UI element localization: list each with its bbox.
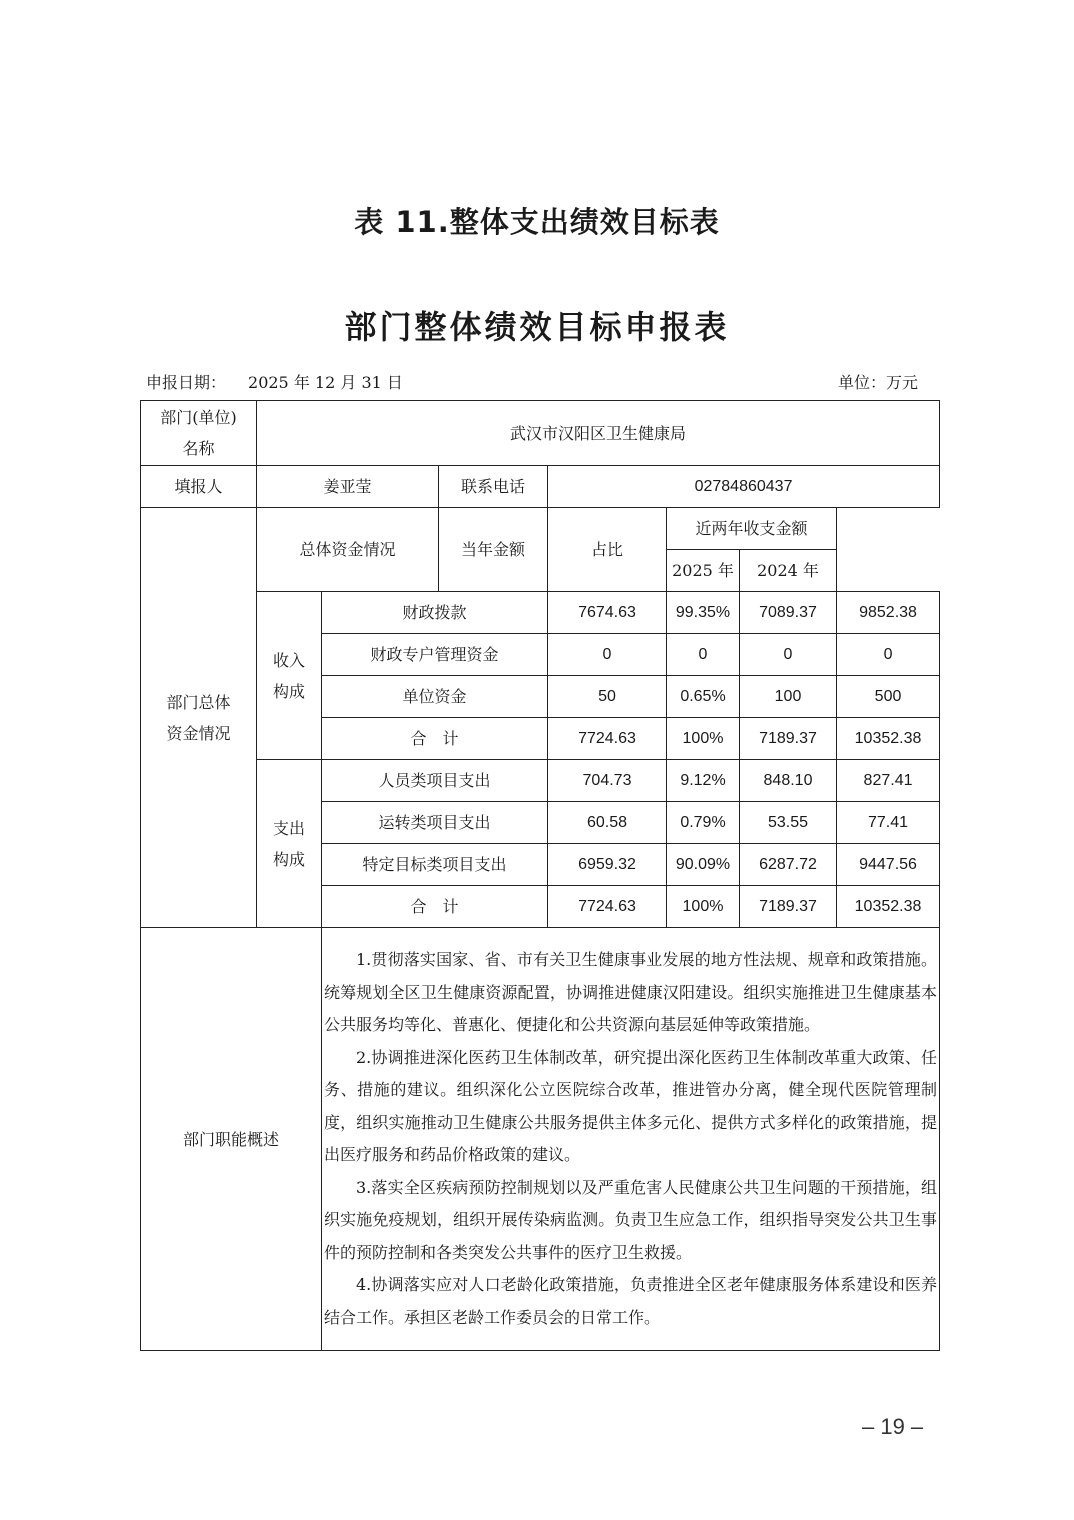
row-amount: 60.58 <box>548 802 667 844</box>
row-amount: 7724.63 <box>548 718 667 760</box>
dept-name-value: 武汉市汉阳区卫生健康局 <box>257 401 940 466</box>
row-2025: 7089.37 <box>740 592 837 634</box>
report-date-label: 申报日期： <box>146 373 227 392</box>
row-ratio: 100% <box>667 886 740 928</box>
header-ratio: 占比 <box>548 508 667 592</box>
header-recent-two-years: 近两年收支金额 <box>667 508 837 550</box>
row-amount: 0 <box>548 634 667 676</box>
report-date <box>146 370 403 393</box>
row-name: 运转类项目支出 <box>322 802 548 844</box>
report-date-value: 2025 年 12 月 31 日 <box>248 373 403 392</box>
row-2025: 7189.37 <box>740 886 837 928</box>
row-ratio: 90.09% <box>667 844 740 886</box>
row-amount: 6959.32 <box>548 844 667 886</box>
function-item: 2.协调推进深化医药卫生体制改革，研究提出深化医药卫生体制改革重大政策、任务、措施的建议。组织深化公立医院综合改革，推进管办分离，健全现代医院管理制度，组织实施推动卫生健康公共服务提供主体多元化、提供方式多样化的政策措施，提出医疗服务和药品价格政策的建议。 <box>324 1047 938 1164</box>
funds-section-label: 部门总体资金情况 <box>141 508 257 928</box>
row-2024: 827.41 <box>837 760 940 802</box>
row-2025: 100 <box>740 676 837 718</box>
filler-label: 填报人 <box>141 466 257 508</box>
header-overall: 总体资金情况 <box>257 508 439 592</box>
dept-name-row <box>141 401 940 466</box>
functions-label: 部门职能概述 <box>141 928 322 1351</box>
income-label: 收入构成 <box>257 592 322 760</box>
row-2024: 500 <box>837 676 940 718</box>
row-name: 财政专户管理资金 <box>322 634 548 676</box>
row-name: 合 计 <box>322 718 548 760</box>
row-name: 合 计 <box>322 886 548 928</box>
row-amount: 50 <box>548 676 667 718</box>
row-ratio: 99.35% <box>667 592 740 634</box>
expense-label: 支出构成 <box>257 760 322 928</box>
phone-value: 02784860437 <box>548 466 940 508</box>
row-2024: 10352.38 <box>837 718 940 760</box>
row-2024: 0 <box>837 634 940 676</box>
header-year-2024: 2024 年 <box>740 550 837 592</box>
dept-name-label: 部门(单位)名称 <box>141 401 257 466</box>
row-2025: 6287.72 <box>740 844 837 886</box>
document-heading: 表 11.整体支出绩效目标表 <box>354 205 720 239</box>
unit-label: 单位：万元 <box>837 373 918 392</box>
row-amount: 7724.63 <box>548 886 667 928</box>
row-2024: 77.41 <box>837 802 940 844</box>
function-item: 4.协调落实应对人口老龄化政策措施，负责推进全区老年健康服务体系建设和医养结合工作。承担区老龄工作委员会的日常工作。 <box>324 1275 938 1327</box>
row-ratio: 0.79% <box>667 802 740 844</box>
function-item: 1.贯彻落实国家、省、市有关卫生健康事业发展的地方性法规、规章和政策措施。统筹规划全区卫生健康资源配置，协调推进健康汉阳建设。组织实施推进卫生健康基本公共服务均等化、普惠化、便捷化和公共资源向基层延伸等政策措施。 <box>324 950 938 1034</box>
row-amount: 704.73 <box>548 760 667 802</box>
row-ratio: 9.12% <box>667 760 740 802</box>
functions-row <box>141 928 940 1351</box>
row-ratio: 0.65% <box>667 676 740 718</box>
page-number: – 19 – <box>862 1414 924 1439</box>
filler-value: 姜亚莹 <box>257 466 439 508</box>
row-name: 财政拨款 <box>322 592 548 634</box>
row-name: 特定目标类项目支出 <box>322 844 548 886</box>
header-current-amount: 当年金额 <box>439 508 548 592</box>
row-name: 人员类项目支出 <box>322 760 548 802</box>
row-name: 单位资金 <box>322 676 548 718</box>
function-item: 3.落实全区疾病预防控制规划以及严重危害人民健康公共卫生问题的干预措施，组织实施免疫规划，组织开展传染病监测。负责卫生应急工作，组织指导突发公共卫生事件的预防控制和各类突发公共事件的医疗卫生救援。 <box>324 1177 938 1262</box>
row-amount: 7674.63 <box>548 592 667 634</box>
header-year-2025: 2025 年 <box>667 550 740 592</box>
functions-description <box>322 928 940 1351</box>
phone-label: 联系电话 <box>439 466 548 508</box>
row-2024: 10352.38 <box>837 886 940 928</box>
performance-table <box>140 400 940 1351</box>
row-2024: 9447.56 <box>837 844 940 886</box>
table-row <box>141 760 940 802</box>
row-ratio: 100% <box>667 718 740 760</box>
row-2025: 0 <box>740 634 837 676</box>
filler-row <box>141 466 940 508</box>
form-title: 部门整体绩效目标申报表 <box>344 308 730 346</box>
row-2025: 53.55 <box>740 802 837 844</box>
row-2024: 9852.38 <box>837 592 940 634</box>
header-row-1 <box>141 508 940 550</box>
row-2025: 7189.37 <box>740 718 837 760</box>
row-ratio: 0 <box>667 634 740 676</box>
table-row <box>141 592 940 634</box>
row-2025: 848.10 <box>740 760 837 802</box>
